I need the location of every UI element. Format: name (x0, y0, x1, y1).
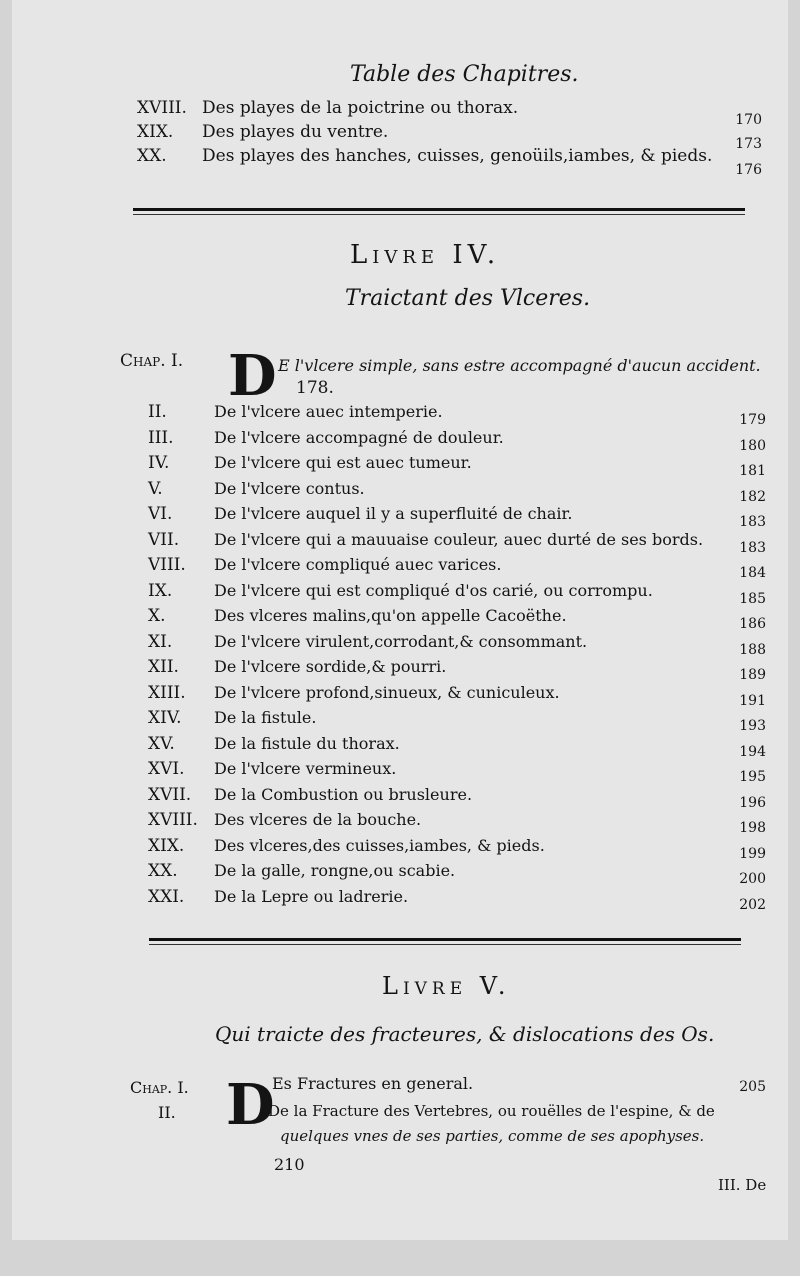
entry-page: 191 (739, 693, 766, 709)
entry-page: 189 (739, 667, 766, 683)
entry-title: De l'vlcere compliqué auec varices. (214, 555, 502, 574)
section-rule-top-thin (133, 214, 745, 215)
section-rule-middle (149, 938, 741, 941)
entry-page: 183 (739, 514, 766, 530)
livre5-chap1-label: Chap. I. (130, 1078, 189, 1097)
livre5-heading: Livre V. (382, 972, 511, 1000)
entry-title: De la Combustion ou brusleure. (214, 785, 473, 804)
livre5-subtitle: Qui traicte des fracteures, & dislocations des Os. (215, 1022, 715, 1046)
livre5-chap1-page: 205 (739, 1079, 766, 1095)
entry-page: 193 (739, 718, 766, 734)
entry-title: Des vlceres,des cuisses,iambes, & pieds. (214, 836, 545, 855)
entry-title: De l'vlcere accompagné de douleur. (214, 428, 504, 447)
entry-number: VI. (148, 504, 173, 524)
entry-number: XXI. (148, 887, 185, 907)
entry-page: 184 (739, 565, 766, 581)
prev-entry-title: Des playes de la poictrine ou thorax. (202, 98, 519, 118)
entry-page: 180 (739, 438, 766, 454)
entry-page: 183 (739, 540, 766, 556)
livre4-chap1-title: E l'vlcere simple, sans estre accompagné d'aucun accident. (278, 356, 761, 375)
entry-page: 202 (739, 897, 766, 913)
livre4-drop-initial: D (228, 343, 277, 409)
section-rule-middle-thin (149, 944, 741, 945)
entry-page: 199 (739, 846, 766, 862)
entry-page: 194 (739, 744, 766, 760)
entry-number: XIV. (148, 708, 182, 728)
catchword: III. De (718, 1176, 767, 1194)
entry-title: De la galle, rongne,ou scabie. (214, 861, 456, 880)
livre5-drop-initial: D (226, 1072, 275, 1138)
entry-number: XII. (148, 657, 179, 677)
entry-title: De l'vlcere qui est compliqué d'os carié, ou corrompu. (214, 581, 653, 600)
entry-number: XI. (148, 632, 173, 652)
entry-number: VIII. (148, 555, 186, 575)
prev-entry-page: 176 (735, 162, 762, 178)
entry-title: De l'vlcere auquel il y a superfluité de chair. (214, 504, 573, 523)
entry-number: IV. (148, 453, 170, 473)
entry-page: 198 (739, 820, 766, 836)
entry-number: II. (148, 402, 167, 422)
prev-entry-number: XIX. (137, 122, 174, 142)
livre5-chap2-title-line2: quelques vnes de ses parties, comme de ses apophyses. (280, 1127, 705, 1145)
entry-page: 195 (739, 769, 766, 785)
entry-number: XVI. (148, 759, 185, 779)
entry-number: XX. (148, 861, 178, 881)
entry-page: 200 (739, 871, 766, 887)
prev-entry-number: XX. (137, 146, 167, 166)
entry-title: De l'vlcere virulent,corrodant,& consommant. (214, 632, 588, 651)
entry-number: XV. (148, 734, 175, 754)
livre4-chap1-page: 178. (296, 378, 334, 398)
entry-title: De l'vlcere profond,sinueux, & cuniculeux. (214, 683, 560, 702)
entry-title: De l'vlcere auec intemperie. (214, 402, 443, 421)
page-header-title: Table des Chapitres. (350, 62, 579, 87)
entry-page: 185 (739, 591, 766, 607)
entry-page: 179 (739, 412, 766, 428)
entry-page: 188 (739, 642, 766, 658)
entry-number: XIII. (148, 683, 186, 703)
entry-number: XVIII. (148, 810, 198, 830)
entry-page: 181 (739, 463, 766, 479)
entry-number: VII. (148, 530, 180, 550)
livre5-chap2-title-line1: De la Fracture des Vertebres, ou rouëlles de l'espine, & de (268, 1102, 715, 1120)
entry-page: 182 (739, 489, 766, 505)
entry-title: De l'vlcere contus. (214, 479, 365, 498)
prev-entry-page: 170 (735, 112, 762, 128)
entry-title: De l'vlcere qui a mauuaise couleur, auec durté de ses bords. (214, 530, 704, 549)
prev-entry-title: Des playes des hanches, cuisses, genoüils,iambes, & pieds. (202, 146, 713, 166)
entry-title: De l'vlcere qui est auec tumeur. (214, 453, 472, 472)
entry-number: III. (148, 428, 174, 448)
entry-number: XIX. (148, 836, 185, 856)
entry-title: Des vlceres de la bouche. (214, 810, 422, 829)
prev-entry-page: 173 (735, 136, 762, 152)
livre4-chap1-label: Chap. I. (120, 351, 184, 371)
prev-entry-title: Des playes du ventre. (202, 122, 389, 142)
entry-title: De la fistule. (214, 708, 317, 727)
livre4-subtitle: Traictant des Vlceres. (345, 286, 591, 311)
livre5-chap1-title: Es Fractures en general. (272, 1074, 474, 1093)
entry-title: De la Lepre ou ladrerie. (214, 887, 409, 906)
entry-page: 196 (739, 795, 766, 811)
section-rule-top (133, 208, 745, 211)
entry-title: Des vlceres malins,qu'on appelle Cacoëthe. (214, 606, 567, 625)
prev-entry-number: XVIII. (137, 98, 187, 118)
entry-number: XVII. (148, 785, 192, 805)
livre5-chap2-number: II. (158, 1103, 176, 1122)
entry-title: De la fistule du thorax. (214, 734, 400, 753)
folio-number: 210 (274, 1155, 305, 1174)
entry-page: 186 (739, 616, 766, 632)
entry-title: De l'vlcere sordide,& pourri. (214, 657, 447, 676)
entry-title: De l'vlcere vermineux. (214, 759, 397, 778)
entry-number: V. (148, 479, 163, 499)
entry-number: IX. (148, 581, 173, 601)
entry-number: X. (148, 606, 166, 626)
livre4-heading: Livre IV. (350, 240, 501, 270)
